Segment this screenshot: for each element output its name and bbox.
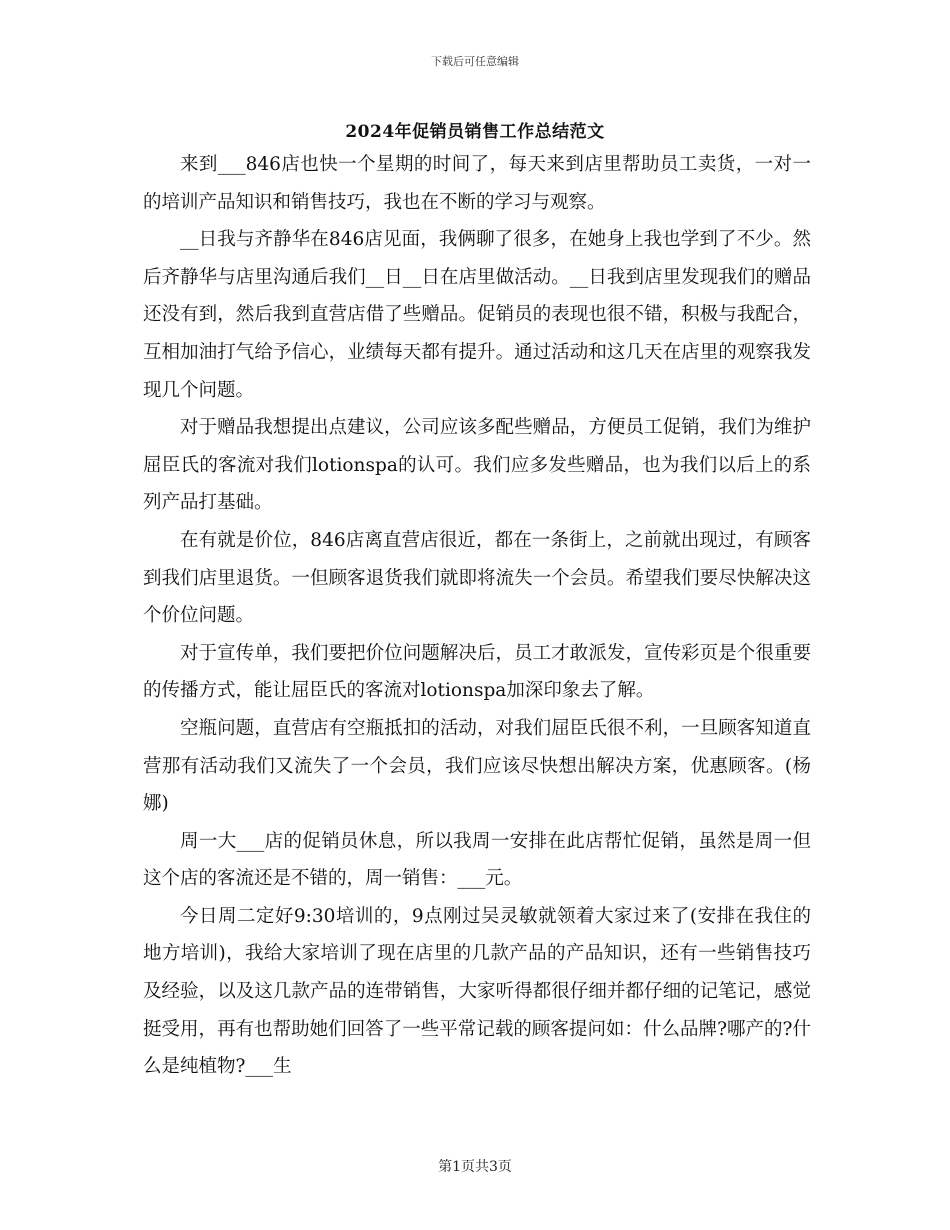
paragraph: 今日周二定好9:30培训的，9点刚过吴灵敏就领着大家过来了(安排在我住的地方培训)，我给大家培训了现在店里的几款产品的产品知识，还有一些销售技巧及经验，以及这几款产品的连带销售，大家听得都很仔细并都仔细的记笔记，感觉挺受用，再有也帮助她们回答了一些平常记载的顾客提问如：什么品牌?哪产的?什么是纯植物?___生 xyxy=(143,905,811,1078)
paragraph: 在有就是价位，846店离直营店很近，都在一条街上，之前就出现过，有顾客到我们店里退货。一但顾客退货我们就即将流失一个会员。希望我们要尽快解决这个价位问题。 xyxy=(143,529,811,627)
page-footer: 第1页共3页 xyxy=(438,1159,512,1175)
paragraph: 对于赠品我想提出点建议，公司应该多配些赠品，方便员工促销，我们为维护屈臣氏的客流对我们lotionspa的认可。我们应多发些赠品，也为我们以后上的系列产品打基础。 xyxy=(143,417,811,514)
paragraph: 来到___846店也快一个星期的时间了，每天来到店里帮助员工卖货，一对一的培训产品知识和销售技巧，我也在不断的学习与观察。 xyxy=(143,154,811,213)
paragraph: 对于宣传单，我们要把价位问题解决后，员工才敢派发，宣传彩页是个很重要的传播方式，能让屈臣氏的客流对lotionspa加深印象去了解。 xyxy=(143,642,811,702)
paragraph: __日我与齐静华在846店见面，我俩聊了很多，在她身上我也学到了不少。然后齐静华与店里沟通后我们__日__日在店里做活动。__日我到店里发现我们的赠品还没有到，然后我到直营店借了些赠品。促销员的表现也很不错，积极与我配合，互相加油打气给予信心，业绩每天都有提升。通过活动和这几天在店里的观察我发现几个问题。 xyxy=(143,229,811,401)
paragraph: 空瓶问题，直营店有空瓶抵扣的活动，对我们屈臣氏很不利，一旦顾客知道直营那有活动我们又流失了一个会员，我们应该尽快想出解决方案，优惠顾客。(杨娜) xyxy=(143,717,811,815)
document-title: 2024年促销员销售工作总结范文 xyxy=(345,122,605,142)
paragraph: 周一大___店的促销员休息，所以我周一安排在此店帮忙促销，虽然是周一但这个店的客流还是不错的，周一销售：___元。 xyxy=(143,830,811,890)
header-note: 下载后可任意编辑 xyxy=(431,55,519,68)
document-body xyxy=(143,146,811,1086)
